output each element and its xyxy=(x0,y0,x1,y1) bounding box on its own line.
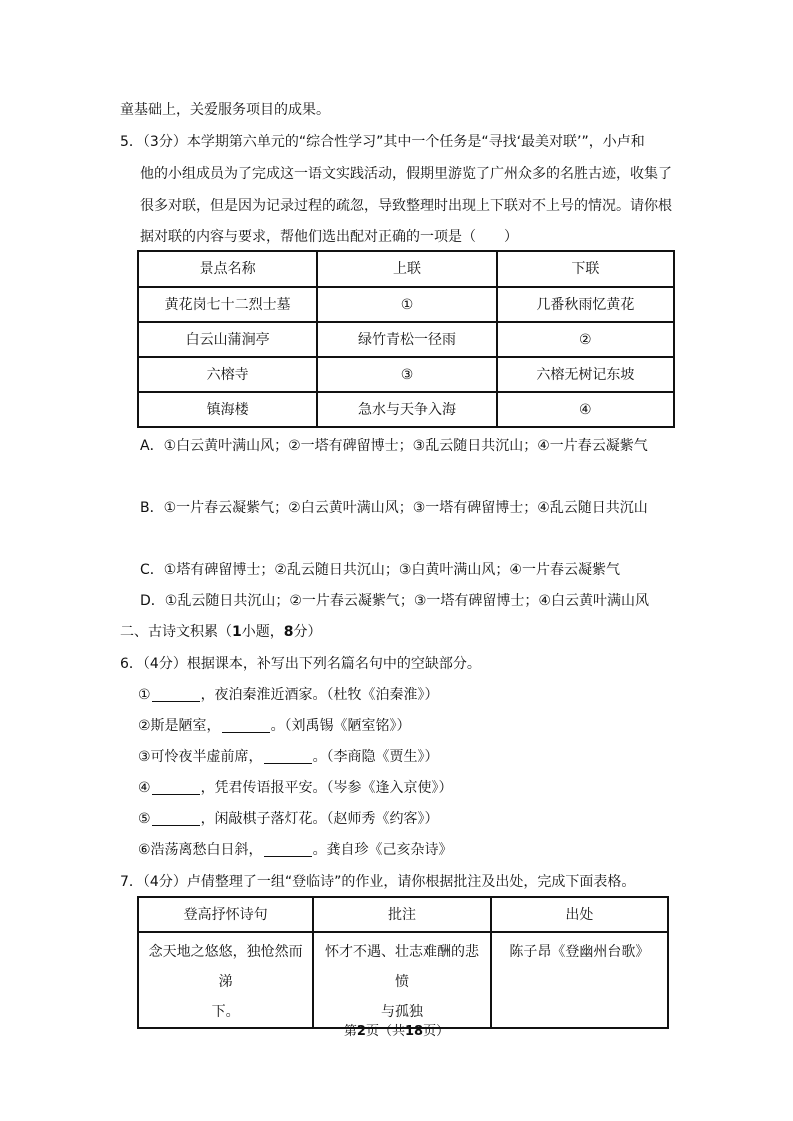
q6-item-2: ②斯是陋室， 。（刘禹锡《陋室铭》） xyxy=(138,718,411,734)
couplet-cell: 绿竹青松一径雨 xyxy=(317,322,496,357)
note-line-1: 怀才不遇、壮志难酬的悲愤 xyxy=(324,944,479,990)
couplet-cell: 六榕无树记东坡 xyxy=(497,357,674,392)
q6-item-4: ④ ，凭君传语报平安。（岑参《逢入京使》） xyxy=(138,780,453,796)
source-text: 陈子昂《登幽州台歌》 xyxy=(509,944,650,960)
poem-cell-line xyxy=(138,932,313,1028)
poem-line-1: 念天地之悠悠，独怆然而涕 xyxy=(148,944,303,990)
poem-header-note: 批注 xyxy=(313,897,490,932)
q5-line-3: 很多对联，但是因为记录过程的疏忽，导致整理时出现上下联对不上号的情况。请你根 xyxy=(140,198,672,214)
couplet-table xyxy=(137,250,675,428)
couplet-header-lower: 下联 xyxy=(497,251,674,287)
fill-blank[interactable] xyxy=(152,811,200,826)
poem-line-2: 下。 xyxy=(211,1004,240,1020)
q5-line-2: 他的小组成员为了完成这一语文实践活动，假期里游览了广州众多的名胜古迹，收集了 xyxy=(140,166,672,182)
fill-blank[interactable] xyxy=(264,749,312,764)
note-line-2: 与孤独 xyxy=(380,1004,423,1020)
couplet-cell: ① xyxy=(317,287,496,322)
fill-blank[interactable] xyxy=(222,718,270,733)
couplet-cell: ③ xyxy=(317,357,496,392)
couplet-cell: ④ xyxy=(497,392,674,427)
fill-blank[interactable] xyxy=(152,780,200,795)
option-b[interactable]: B．①一片春云凝紫气；②白云黄叶满山风；③一塔有碑留博士；④乱云随日共沉山 xyxy=(140,500,648,516)
poem-cell-source xyxy=(491,932,668,1028)
option-a[interactable]: A．①白云黄叶满山风；②一塔有碑留博士；③乱云随日共沉山；④一片春云凝紫气 xyxy=(140,438,648,454)
poem-header-line: 登高抒怀诗句 xyxy=(138,897,313,932)
q5-line-1: 5．（3分）本学期第六单元的“综合性学习”其中一个任务是“寻找‘最美对联’”，小卢和 xyxy=(120,134,645,150)
q6-item-3: ③可怜夜半虚前席， 。（李商隐《贾生》） xyxy=(138,749,439,765)
poem-header-source: 出处 xyxy=(491,897,668,932)
couplet-header-upper: 上联 xyxy=(317,251,496,287)
intro-line: 童基础上，关爱服务项目的成果。 xyxy=(120,102,330,118)
poem-cell-note xyxy=(313,932,490,1028)
q6-item-6: ⑥浩荡离愁白日斜， 。龚自珍《己亥杂诗》 xyxy=(138,842,453,858)
couplet-cell: 黄花岗七十二烈士墓 xyxy=(138,287,317,322)
poem-table xyxy=(137,896,669,1029)
fill-blank[interactable] xyxy=(152,687,200,702)
page-footer: 第2页（共18页） xyxy=(343,1024,450,1039)
couplet-header-site: 景点名称 xyxy=(138,251,317,287)
q5-line-4: 据对联的内容与要求，帮他们选出配对正确的一项是（ ） xyxy=(140,229,518,245)
couplet-cell: 几番秋雨忆黄花 xyxy=(497,287,674,322)
couplet-cell: 镇海楼 xyxy=(138,392,317,427)
couplet-cell: 白云山蒲涧亭 xyxy=(138,322,317,357)
section-2-title: 二、古诗文积累（1小题，8分） xyxy=(120,624,322,640)
q6-item-5: ⑤ ，闲敲棋子落灯花。（赵师秀《约客》） xyxy=(138,811,439,827)
q6-stem: 6．（4分）根据课本，补写出下列名篇名句中的空缺部分。 xyxy=(120,656,481,672)
couplet-cell: 六榕寺 xyxy=(138,357,317,392)
q7-stem: 7．（4分）卢倩整理了一组“登临诗”的作业，请你根据批注及出处，完成下面表格。 xyxy=(120,874,636,890)
q6-item-1: ① ，夜泊秦淮近酒家。（杜牧《泊秦淮》） xyxy=(138,687,439,703)
fill-blank[interactable] xyxy=(264,842,312,857)
option-c[interactable]: C．①塔有碑留博士；②乱云随日共沉山；③白黄叶满山风；④一片春云凝紫气 xyxy=(140,562,620,578)
couplet-cell: ② xyxy=(497,322,674,357)
couplet-cell: 急水与天争入海 xyxy=(317,392,496,427)
option-d[interactable]: D．①乱云随日共沉山；②一片春云凝紫气；③一塔有碑留博士；④白云黄叶满山风 xyxy=(140,593,649,609)
